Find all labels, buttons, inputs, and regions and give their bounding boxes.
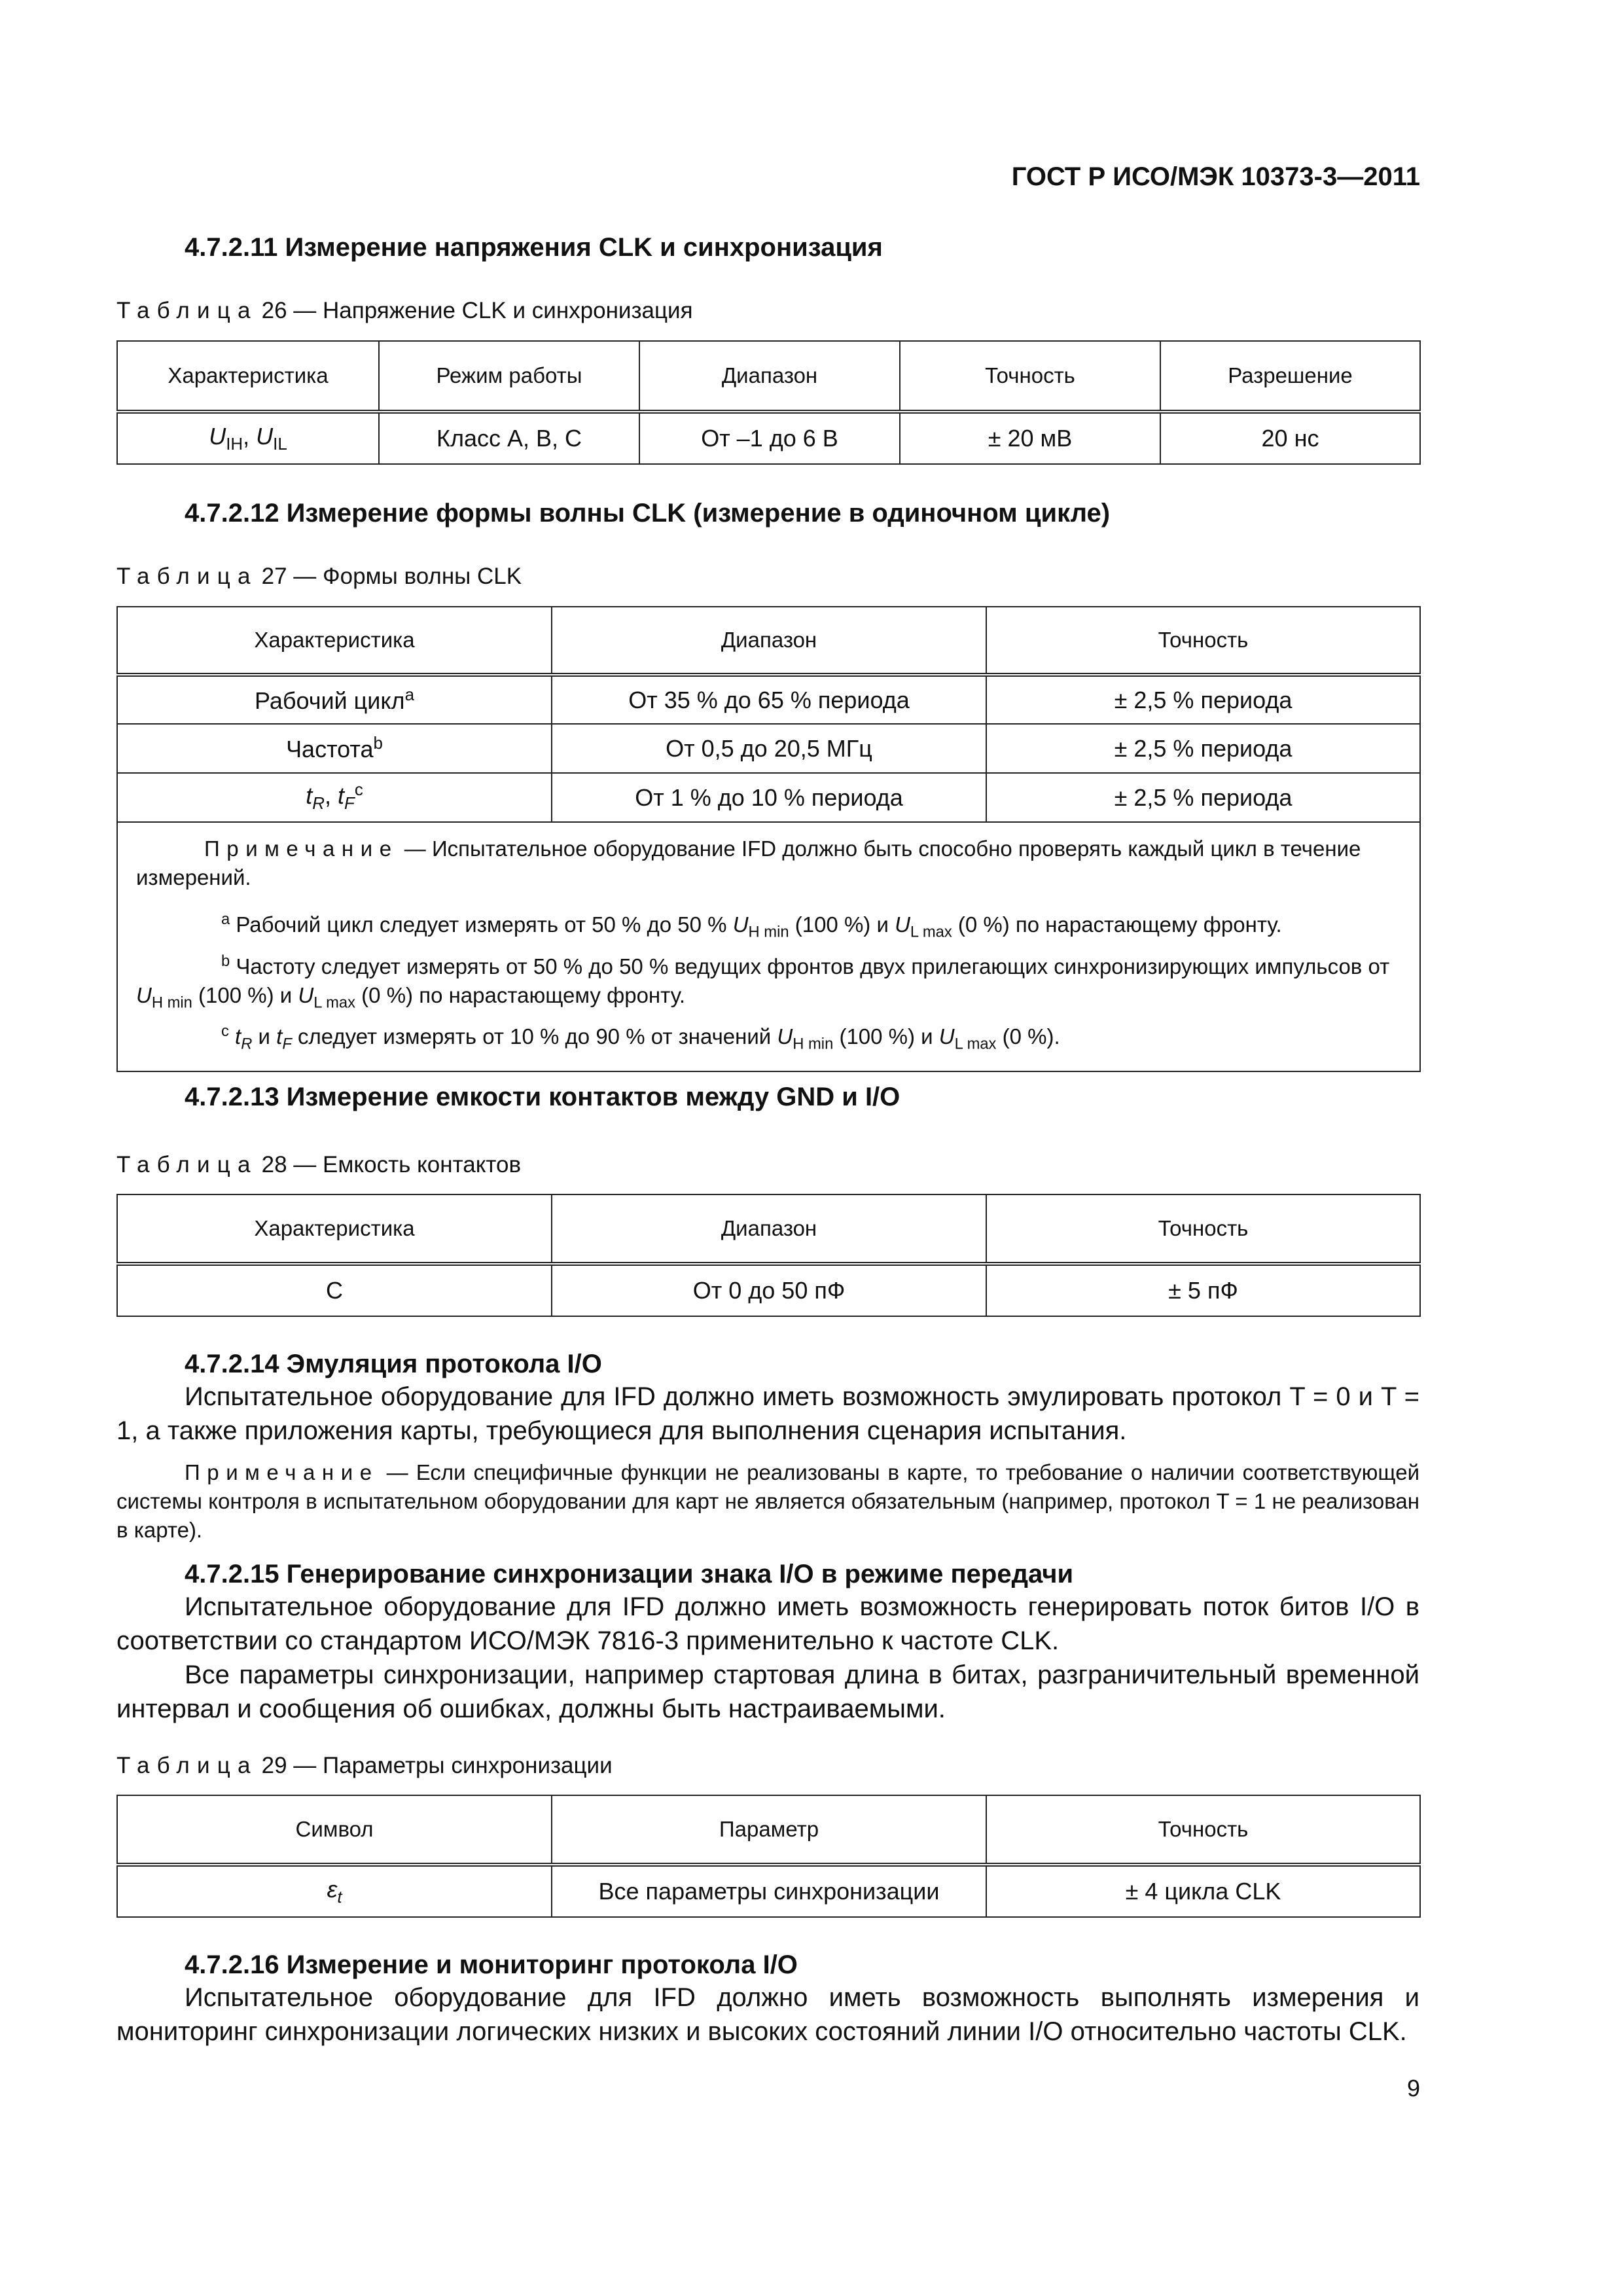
table-header-cell: Характеристика (117, 341, 379, 412)
table-row (117, 1865, 1420, 1917)
subscript: t (337, 1888, 342, 1907)
table-27-caption (116, 564, 522, 590)
section-heading-4-7-2-14: 4.7.2.14 Эмуляция протокола I/O (185, 1350, 602, 1378)
table-cell: От –1 до 6 В (639, 412, 900, 464)
table-row (117, 773, 1420, 822)
table-27 (116, 606, 1421, 1072)
table-header-cell: Разрешение (1160, 341, 1420, 412)
table-caption-text: 28 — Емкость контактов (261, 1152, 522, 1177)
section-4-7-2-14-body (116, 1380, 1419, 1448)
subscript: IH (226, 435, 243, 454)
paragraph: Испытательное оборудование для IFD должно иметь возможность генерировать поток битов I/O в соответствии со стандартом ИСО/МЭК 7816-3 применительно к частоте CLK. (116, 1592, 1419, 1655)
table-caption-text: 26 — Напряжение CLK и синхронизация (261, 298, 693, 323)
cell-text: Рабочий цикл (255, 687, 405, 714)
table-cell (117, 675, 552, 724)
section-heading-4-7-2-16: 4.7.2.16 Измерение и мониторинг протокола I/O (185, 1950, 798, 1979)
note-lead: Примечание (204, 836, 399, 861)
table-header-cell: Режим работы (379, 341, 639, 412)
subscript: F (344, 795, 355, 814)
table-cell (117, 724, 552, 773)
table-header-cell: Точность (900, 341, 1160, 412)
table-cell: Все параметры синхронизации (552, 1865, 986, 1917)
document-standard-number: ГОСТ Р ИСО/МЭК 10373-3—2011 (1011, 162, 1420, 191)
symbol-epsilon: ε (327, 1875, 338, 1903)
table-26-caption (116, 298, 693, 324)
table-cell: От 1 % до 10 % периода (552, 773, 986, 822)
separator: , (324, 782, 338, 810)
footnote-mark: b (221, 952, 230, 970)
note-lead: Примечание (185, 1460, 379, 1484)
footnote-mark: c (354, 781, 363, 800)
table-header-cell: Диапазон (552, 607, 986, 675)
table-header-cell: Точность (986, 1795, 1420, 1865)
subscript: R (312, 795, 325, 814)
table-notes (117, 822, 1420, 1071)
table-notes-row (117, 822, 1420, 1071)
table-28 (116, 1194, 1421, 1317)
table-28-caption (116, 1152, 521, 1178)
table-cell (117, 773, 552, 822)
table-header-cell: Характеристика (117, 607, 552, 675)
table-header-cell: Символ (117, 1795, 552, 1865)
note (116, 1458, 1419, 1545)
table-header-row (117, 341, 1420, 412)
table-cell: От 35 % до 65 % периода (552, 675, 986, 724)
note-text: — Если специфичные функции не реализованы в карте, то требование о наличии соответствующей системы контроля в испытательном оборудовании для карт не является обязательным (например, протокол T = 1 не реализован в карте). (116, 1460, 1419, 1542)
table-cell: C (117, 1264, 552, 1316)
table-cell: ± 2,5 % периода (986, 773, 1420, 822)
table-row (117, 412, 1420, 464)
note-text: — Испытательное оборудование IFD должно быть способно проверять каждый цикл в течение измерений. (136, 836, 1361, 889)
table-cell (117, 412, 379, 464)
footnote-mark: a (404, 685, 414, 704)
table-header-cell: Характеристика (117, 1194, 552, 1264)
table-cell (117, 1865, 552, 1917)
table-cell: ± 2,5 % периода (986, 724, 1420, 773)
table-caption-text: 29 — Параметры синхронизации (261, 1753, 613, 1778)
table-header-row (117, 1795, 1420, 1865)
table-cell: ± 20 мВ (900, 412, 1160, 464)
section-4-7-2-16-body (116, 1981, 1419, 2049)
symbol-t: t (337, 782, 344, 810)
table-caption-lead: Таблица (116, 1753, 258, 1778)
table-row (117, 1264, 1420, 1316)
table-caption-lead: Таблица (116, 1152, 258, 1177)
table-header-cell: Точность (986, 607, 1420, 675)
footnote-mark: b (373, 734, 383, 753)
footnote-mark: a (221, 910, 230, 928)
section-4-7-2-14-note (116, 1458, 1419, 1545)
table-caption-lead: Таблица (116, 298, 258, 323)
table-row (117, 675, 1420, 724)
cell-text: Частота (286, 735, 374, 762)
table-cell: Класс А, В, С (379, 412, 639, 464)
footnote-mark: c (221, 1022, 229, 1041)
table-cell: ± 5 пФ (986, 1264, 1420, 1316)
table-cell: ± 2,5 % периода (986, 675, 1420, 724)
footnote-a: $^a$ Рабочий цикл следует измерять от 50 % до 50 % $U_{H min}$ (100 %) и $U_{L max}$ (0 %) по нарастающему фронту. (221, 910, 1282, 941)
page-number: 9 (1406, 2075, 1420, 2102)
table-header-row (117, 1194, 1420, 1264)
table-29-caption (116, 1753, 613, 1779)
section-4-7-2-15-body (116, 1590, 1419, 1726)
symbol-t: t (306, 782, 313, 810)
table-caption-text: 27 — Формы волны CLK (261, 564, 522, 589)
section-heading-4-7-2-11: 4.7.2.11 Измерение напряжения CLK и синхронизация (185, 233, 883, 262)
paragraph: Все параметры синхронизации, например стартовая длина в битах, разграничительный временной интервал и сообщения об ошибках, должны быть настраиваемыми. (116, 1660, 1419, 1723)
separator: , (243, 422, 257, 450)
footnote-b: $^b$ Частоту следует измерять от 50 % до 50 % ведущих фронтов двух прилегающих синхронизирующих импульсов от $U_{H min}$ (100 %) и $U_{L max}$ (0 %) по нарастающему фронту. (136, 952, 1390, 1012)
paragraph: Испытательное оборудование для IFD должно иметь возможность эмулировать протокол T = 0 и T = 1, а также приложения карты, требующиеся для выполнения сценария испытания. (116, 1382, 1419, 1445)
table-header-cell: Точность (986, 1194, 1420, 1264)
subscript: IL (273, 435, 287, 454)
table-cell: От 0,5 до 20,5 МГц (552, 724, 986, 773)
section-heading-4-7-2-12: 4.7.2.12 Измерение формы волны CLK (измерение в одиночном цикле) (185, 499, 1111, 528)
table-29 (116, 1795, 1421, 1918)
table-cell: От 0 до 50 пФ (552, 1264, 986, 1316)
table-note (136, 834, 1404, 892)
table-26 (116, 340, 1421, 465)
table-header-cell: Параметр (552, 1795, 986, 1865)
table-cell: ± 4 цикла CLK (986, 1865, 1420, 1917)
table-cell: 20 нс (1160, 412, 1420, 464)
table-row (117, 724, 1420, 773)
table-header-row (117, 607, 1420, 675)
table-caption-lead: Таблица (116, 564, 258, 589)
symbol-u: U (256, 422, 274, 450)
section-heading-4-7-2-15: 4.7.2.15 Генерирование синхронизации знака I/O в режиме передачи (185, 1560, 1074, 1588)
section-heading-4-7-2-13: 4.7.2.13 Измерение емкости контактов между GND и I/O (185, 1083, 901, 1111)
paragraph: Испытательное оборудование для IFD должно иметь возможность выполнять измерения и мониторинг синхронизации логических низких и высоких состояний линии I/O относительно частоты CLK. (116, 1983, 1419, 2046)
table-header-cell: Диапазон (639, 341, 900, 412)
table-header-cell: Диапазон (552, 1194, 986, 1264)
symbol-u: U (209, 422, 226, 450)
footnote-c: $^c$ $t_R$ и $t_F$ следует измерять от 10 % до 90 % от значений $U_{H min}$ (100 %) и $U_{L max}$ (0 %). (221, 1022, 1060, 1053)
